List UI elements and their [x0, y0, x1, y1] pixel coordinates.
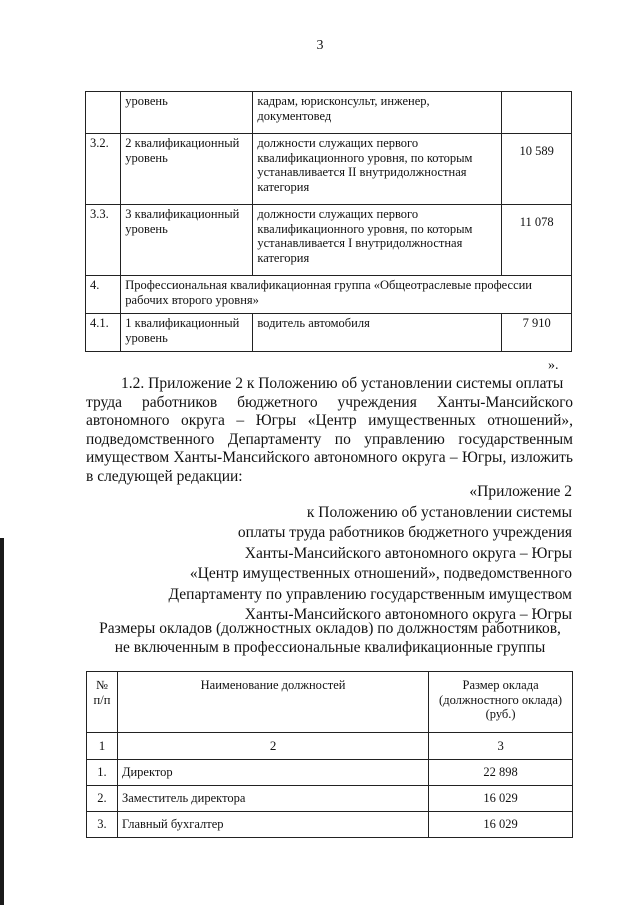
salary-cell: 7 910: [502, 314, 572, 352]
positions-cell: должности служащих первого квалификационного уровня, по которым устанавливается I внутридолжностная категория: [253, 205, 502, 276]
row-number: 3.: [87, 812, 118, 838]
closing-quote: ».: [548, 358, 559, 373]
page-number: 3: [316, 38, 324, 53]
table-header-row: [87, 672, 573, 733]
table-row: [86, 205, 572, 276]
appendix-line: оплаты труда работников бюджетного учреждения: [237, 524, 572, 541]
table-row: [86, 92, 572, 134]
salary-cell: 11 078: [502, 205, 572, 276]
position-name: Главный бухгалтер: [117, 812, 428, 838]
appendix-line: к Положению об установлении системы: [306, 503, 572, 521]
column-index-row: [87, 733, 573, 760]
paragraph-body: труда работников бюджетного учреждения Ханты-Мансийского автономного округа – Югры «Центр имущественных отношений», подведомственного Департаменту по управлению государственным имуществом Ханты-Мансийского автономного округа – Югры, изложить в следующей редакции:: [86, 393, 573, 485]
column-index: 1: [87, 733, 118, 760]
row-number: 1.: [87, 760, 118, 786]
table-group-row: [86, 276, 572, 314]
row-number: 2.: [87, 786, 118, 812]
row-number: 4.: [86, 276, 121, 314]
heading-line: Размеры окладов (должностных окладов) по должностям работников,: [99, 620, 561, 637]
qualification-level: уровень: [121, 92, 253, 134]
row-number: 4.1.: [86, 314, 121, 352]
table-row: [87, 760, 573, 786]
column-index: 2: [117, 733, 428, 760]
paragraph-first-line: 1.2. Приложение 2 к Положению об установлении системы оплаты: [121, 375, 564, 392]
section-heading: [60, 620, 600, 657]
row-number: [86, 92, 121, 134]
group-title: Профессиональная квалификационная группа «Общеотраслевые профессии рабочих второго уровня»: [121, 276, 572, 314]
column-index: 3: [429, 733, 573, 760]
table-row: [87, 812, 573, 838]
position-name: Заместитель директора: [117, 786, 428, 812]
appendix-line: «Центр имущественных отношений», подведомственного: [189, 565, 572, 582]
salary-value: 22 898: [429, 760, 573, 786]
header-salary-size: Размер оклада (должностного оклада) (руб.): [429, 672, 573, 733]
appendix-line: Ханты-Мансийского автономного округа – Югры: [244, 544, 572, 562]
row-number: 3.2.: [86, 134, 121, 205]
qualification-level: 3 квалификационный уровень: [121, 205, 253, 276]
table-row: [86, 134, 572, 205]
header-position-name: Наименование должностей: [117, 672, 428, 733]
qualification-level: 2 квалификационный уровень: [121, 134, 253, 205]
positions-cell: кадрам, юрисконсульт, инженер, документовед: [253, 92, 502, 134]
salary-cell: 10 589: [502, 134, 572, 205]
table-row: [87, 786, 573, 812]
row-number: 3.3.: [86, 205, 121, 276]
salary-value: 16 029: [429, 812, 573, 838]
amendment-paragraph: [86, 375, 573, 486]
positions-cell: должности служащих первого квалификационного уровня, по которым устанавливается II внутридолжностная категория: [253, 134, 502, 205]
position-name: Директор: [117, 760, 428, 786]
salary-value: 16 029: [429, 786, 573, 812]
qualification-salary-table: [85, 91, 572, 352]
appendix-line: Департаменту по управлению государственным имуществом: [168, 585, 572, 603]
salary-cell: [502, 92, 572, 134]
table-row: [86, 314, 572, 352]
salary-table: [86, 671, 573, 838]
positions-cell: водитель автомобиля: [253, 314, 502, 352]
appendix-line: «Приложение 2: [469, 483, 572, 500]
appendix-caption: [92, 482, 572, 626]
scan-edge-mark: [0, 538, 4, 905]
heading-line: не включенным в профессиональные квалификационные группы: [114, 638, 546, 656]
qualification-level: 1 квалификационный уровень: [121, 314, 253, 352]
appendix-line: Ханты-Мансийского автономного округа – Югры: [244, 606, 572, 623]
header-number: № п/п: [87, 672, 118, 733]
